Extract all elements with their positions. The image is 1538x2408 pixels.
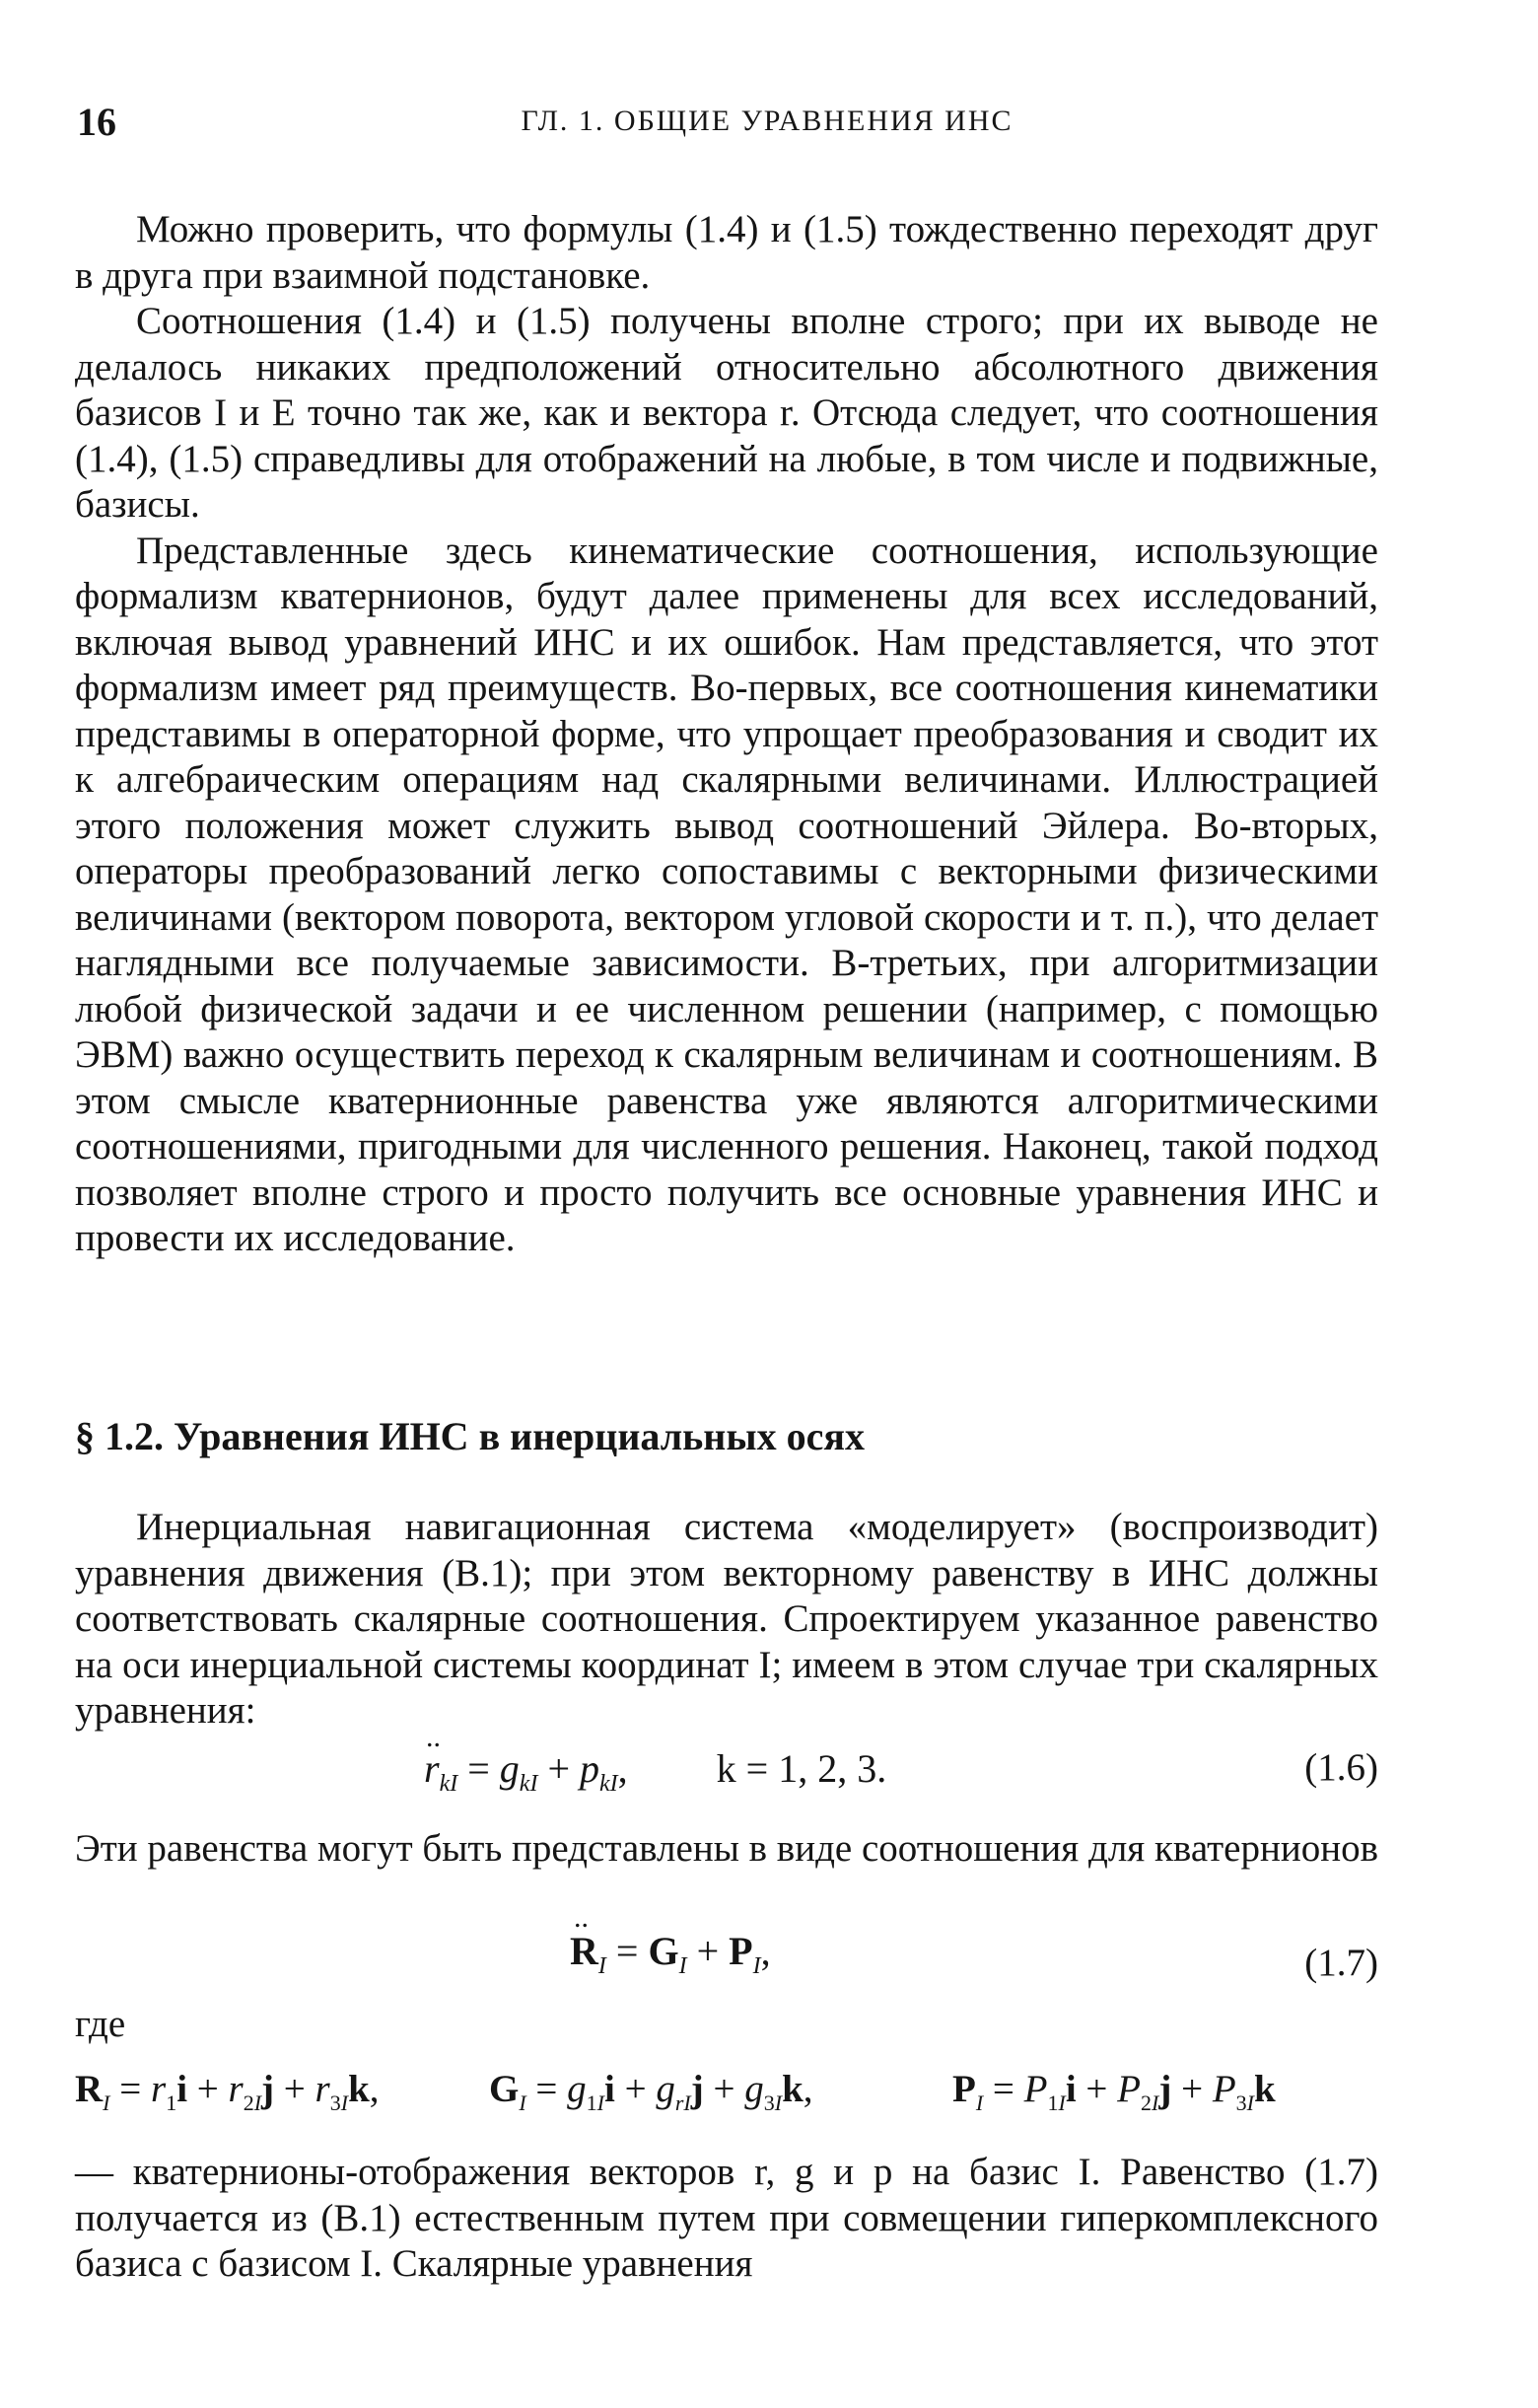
paragraph-3: Представленные здесь кинематические соотношения, использующие формализм кватернионов, будут далее применены для всех исследований, включая вывод уравнений ИНС и их ошибок. Нам представляется, что этот формализм имеет ряд преимуществ. Во-первых, все соотношения кинематики представимы в операторной форме, что упрощает преобразования и сводит их к алгебраическим операциям над скалярными величинами. Иллюстрацией этого положения может служить вывод соотношений Эйлера. Во-вторых, операторы преобразований легко сопоставимы с векторными физическими величинами (вектором поворота, вектором угловой скорости и т. п.), что делает наглядными все получаемые зависимости. В-третьих, при алгоритмизации любой физической задачи и ее численном решении (например, с помощью ЭВМ) важно осуществить переход к скалярным величинам и соотношениям. В этом смысле кватернионные равенства уже являются алгоритмическими соотношениями, пригодными для численного решения. Наконец, такой подход позволяет вполне строго и просто получить все основные уравнения ИНС и провести их исследование. bbox=[75, 529, 1378, 1259]
definition-P: $P_I = P_{1I}i + P_{2I}j + P_{3I}k$ bbox=[952, 2068, 1276, 2115]
definition-G: $G_I = g_{1I}i + g_{rI}j + g_{3I}k$, bbox=[489, 2068, 813, 2115]
paragraph-4: Инерциальная навигационная система «моделирует» (воспроизводит) уравнения движения (В.1); при этом векторному равенству в ИНС должны соответствовать скалярные соотношения. Спроектируем указанное равенство на оси инерциальной системы координат I; имеем в этом случае три скалярных уравнения: bbox=[75, 1506, 1378, 1732]
where-word: где bbox=[75, 2003, 126, 2045]
equation-1-7: R .. $_I = G_I + P_I$, bbox=[570, 1901, 771, 1979]
paragraph-6: — кватернионы-отображения векторов r, g и p на базис I. Равенство (1.7) получается из (В.1) естественным путем при совмещении гиперкомплексного базиса с базисом I. Скалярные уравнения bbox=[75, 2151, 1378, 2285]
equation-1-7-label: (1.7) bbox=[1304, 1942, 1378, 1984]
page-number: 16 bbox=[77, 100, 116, 144]
paragraph-5: Эти равенства могут быть представлены в виде соотношения для кватернионов bbox=[75, 1827, 1379, 1870]
paragraph-1: Можно проверить, что формулы (1.4) и (1.5) тождественно переходят друг в друга при взаимной подстановке. bbox=[75, 208, 1378, 297]
paragraph-2: Соотношения (1.4) и (1.5) получены вполне строго; при их выводе не делалось никаких предположений относительно абсолютного движения базисов I и E точно так же, как и вектора r. Отсюда следует, что соотношения (1.4), (1.5) справедливы для отображений на любые, в том числе и подвижные, базисы. bbox=[75, 300, 1378, 526]
equation-1-6-label: (1.6) bbox=[1304, 1746, 1378, 1789]
definition-R: $R_I = r_1i + r_{2I}j + r_{3I}k$, bbox=[75, 2068, 380, 2115]
body-text-section bbox=[75, 1505, 1378, 1735]
section-heading: § 1.2. Уравнения ИНС в инерциальных осях bbox=[75, 1414, 865, 1458]
equation-1-6-k: k = 1, 2, 3. bbox=[716, 1746, 887, 1791]
equation-1-6: r .. $_{kI} = g_{kI} + p_{kI}$, k = 1, 2, 3. bbox=[424, 1721, 887, 1797]
chapter-title: ГЛ. 1. ОБЩИЕ УРАВНЕНИЯ ИНС bbox=[521, 105, 1014, 137]
running-head bbox=[77, 99, 1378, 148]
body-text-top bbox=[75, 207, 1378, 1262]
body-text-middle bbox=[75, 1826, 1378, 1873]
